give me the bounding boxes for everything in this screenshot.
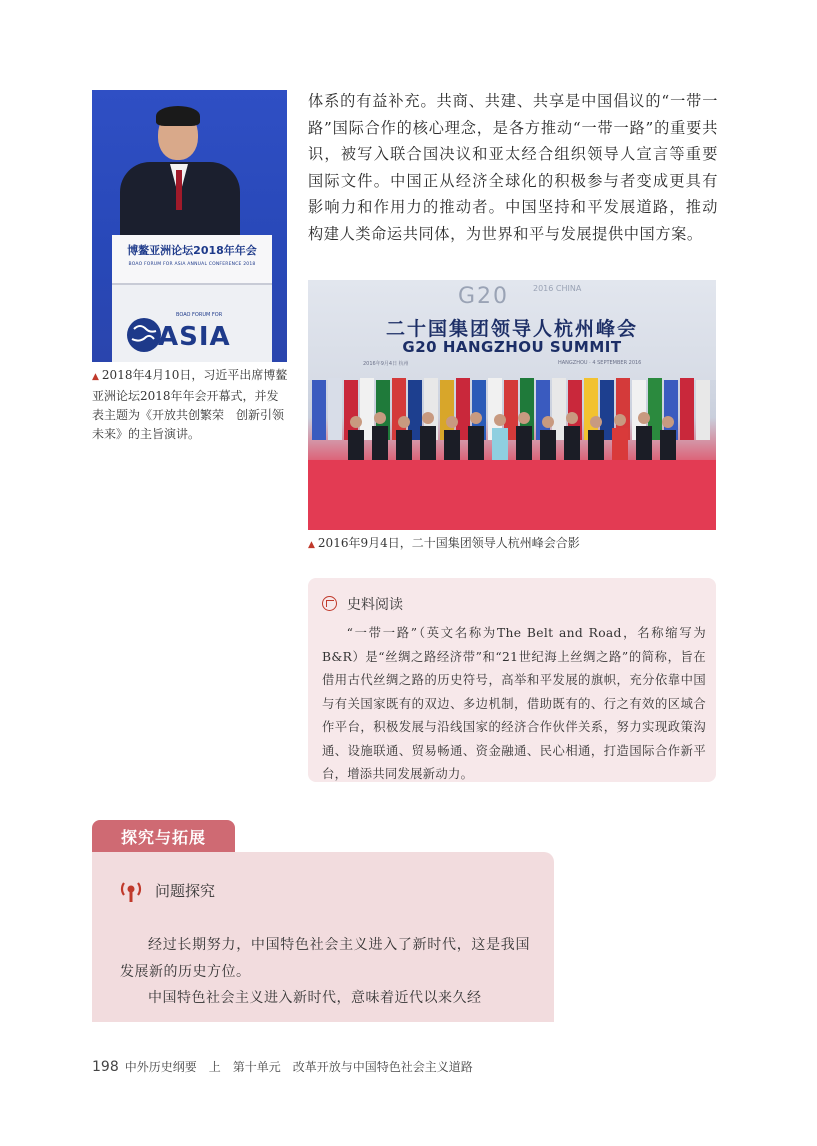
g20-logo-year: 2016 CHINA: [533, 284, 582, 293]
explore-tab-label: 探究与拓展: [120, 828, 206, 847]
asia-logo-text: ASIA: [158, 322, 231, 352]
question-title: 问题探究: [155, 882, 216, 900]
speech-photo: [92, 90, 287, 362]
question-paragraph-2: 中国特色社会主义进入新时代，意味着近代以来久经: [148, 990, 482, 1006]
photo2-caption: ▲ 2016年9月4日，二十国集团领导人杭州峰会合影: [308, 536, 580, 550]
source-reading-title: 史料阅读: [322, 594, 403, 614]
speaker-hair: [156, 106, 200, 126]
banner-small-right: HANGZHOU · 4 SEPTEMBER 2016: [558, 360, 642, 366]
document-icon: [322, 596, 337, 611]
tie: [176, 170, 182, 210]
question-text: [120, 932, 530, 1012]
page-number: 198: [92, 1059, 119, 1075]
g20-photo: [308, 280, 716, 530]
source-reading-text: “一带一路”（英文名称为The Belt and Road，名称缩写为B&R）是“丝绸之路经济带”和“21世纪海上丝绸之路”的简称，旨在借用古代丝绸之路的历史符号，高举和平发展的旗帜，充分依靠中国与有关国家既有的双边、多边机制，借助既有的、行之有效的区域合作平台，积极发展与沿线国家的经济合作伙伴关系，努力实现政策沟通、设施联通、贸易畅通、资金融通、民心相通，打造国际合作新平台，增添共同发展新动力。: [322, 626, 706, 781]
triangle-icon: ▲: [92, 372, 99, 382]
podium-subtitle: BOAO FORUM FOR ASIA ANNUAL CONFERENCE 2018: [128, 262, 256, 267]
broadcast-icon: [118, 878, 144, 904]
banner-chinese: 二十国集团领导人杭州峰会: [385, 318, 638, 340]
red-stage: [308, 460, 716, 530]
footer-text: 中外历史纲要 上 第十单元 改革开放与中国特色社会主义道路: [124, 1060, 473, 1074]
podium-title: 博鳌亚洲论坛2018年年会: [127, 244, 257, 257]
main-paragraph: 体系的有益补充。共商、共建、共享是中国倡议的“一带一路”国际合作的核心理念，是各方推动“一带一路”的重要共识，被写入联合国决议和亚太经合组织领导人宣言等重要国际文件。中国正从经济全球化的积极参与者变成更具有影响力和作用力的推动者。中国坚持和平发展道路，推动构建人类命运共同体，为世界和平与发展提供中国方案。: [308, 92, 718, 243]
photo1-caption: ▲ 2018年4月10日，习近平出席博鳌亚洲论坛2018年年会开幕式，并发表主题为《开放共创繁荣 创新引领未来》的主旨演讲。: [92, 368, 288, 441]
logo-top-text: BOAO FORUM FOR: [176, 312, 223, 318]
triangle-icon: ▲: [308, 540, 315, 550]
g20-logo: G20: [458, 284, 510, 309]
question-paragraph-1: 经过长期努力，中国特色社会主义进入了新时代，这是我国发展新的历史方位。: [120, 937, 530, 980]
page-footer: [92, 1058, 473, 1075]
banner-english: G20 HANGZHOU SUMMIT: [402, 338, 622, 356]
banner-small-left: 2016年9月4日 杭州: [363, 361, 409, 367]
